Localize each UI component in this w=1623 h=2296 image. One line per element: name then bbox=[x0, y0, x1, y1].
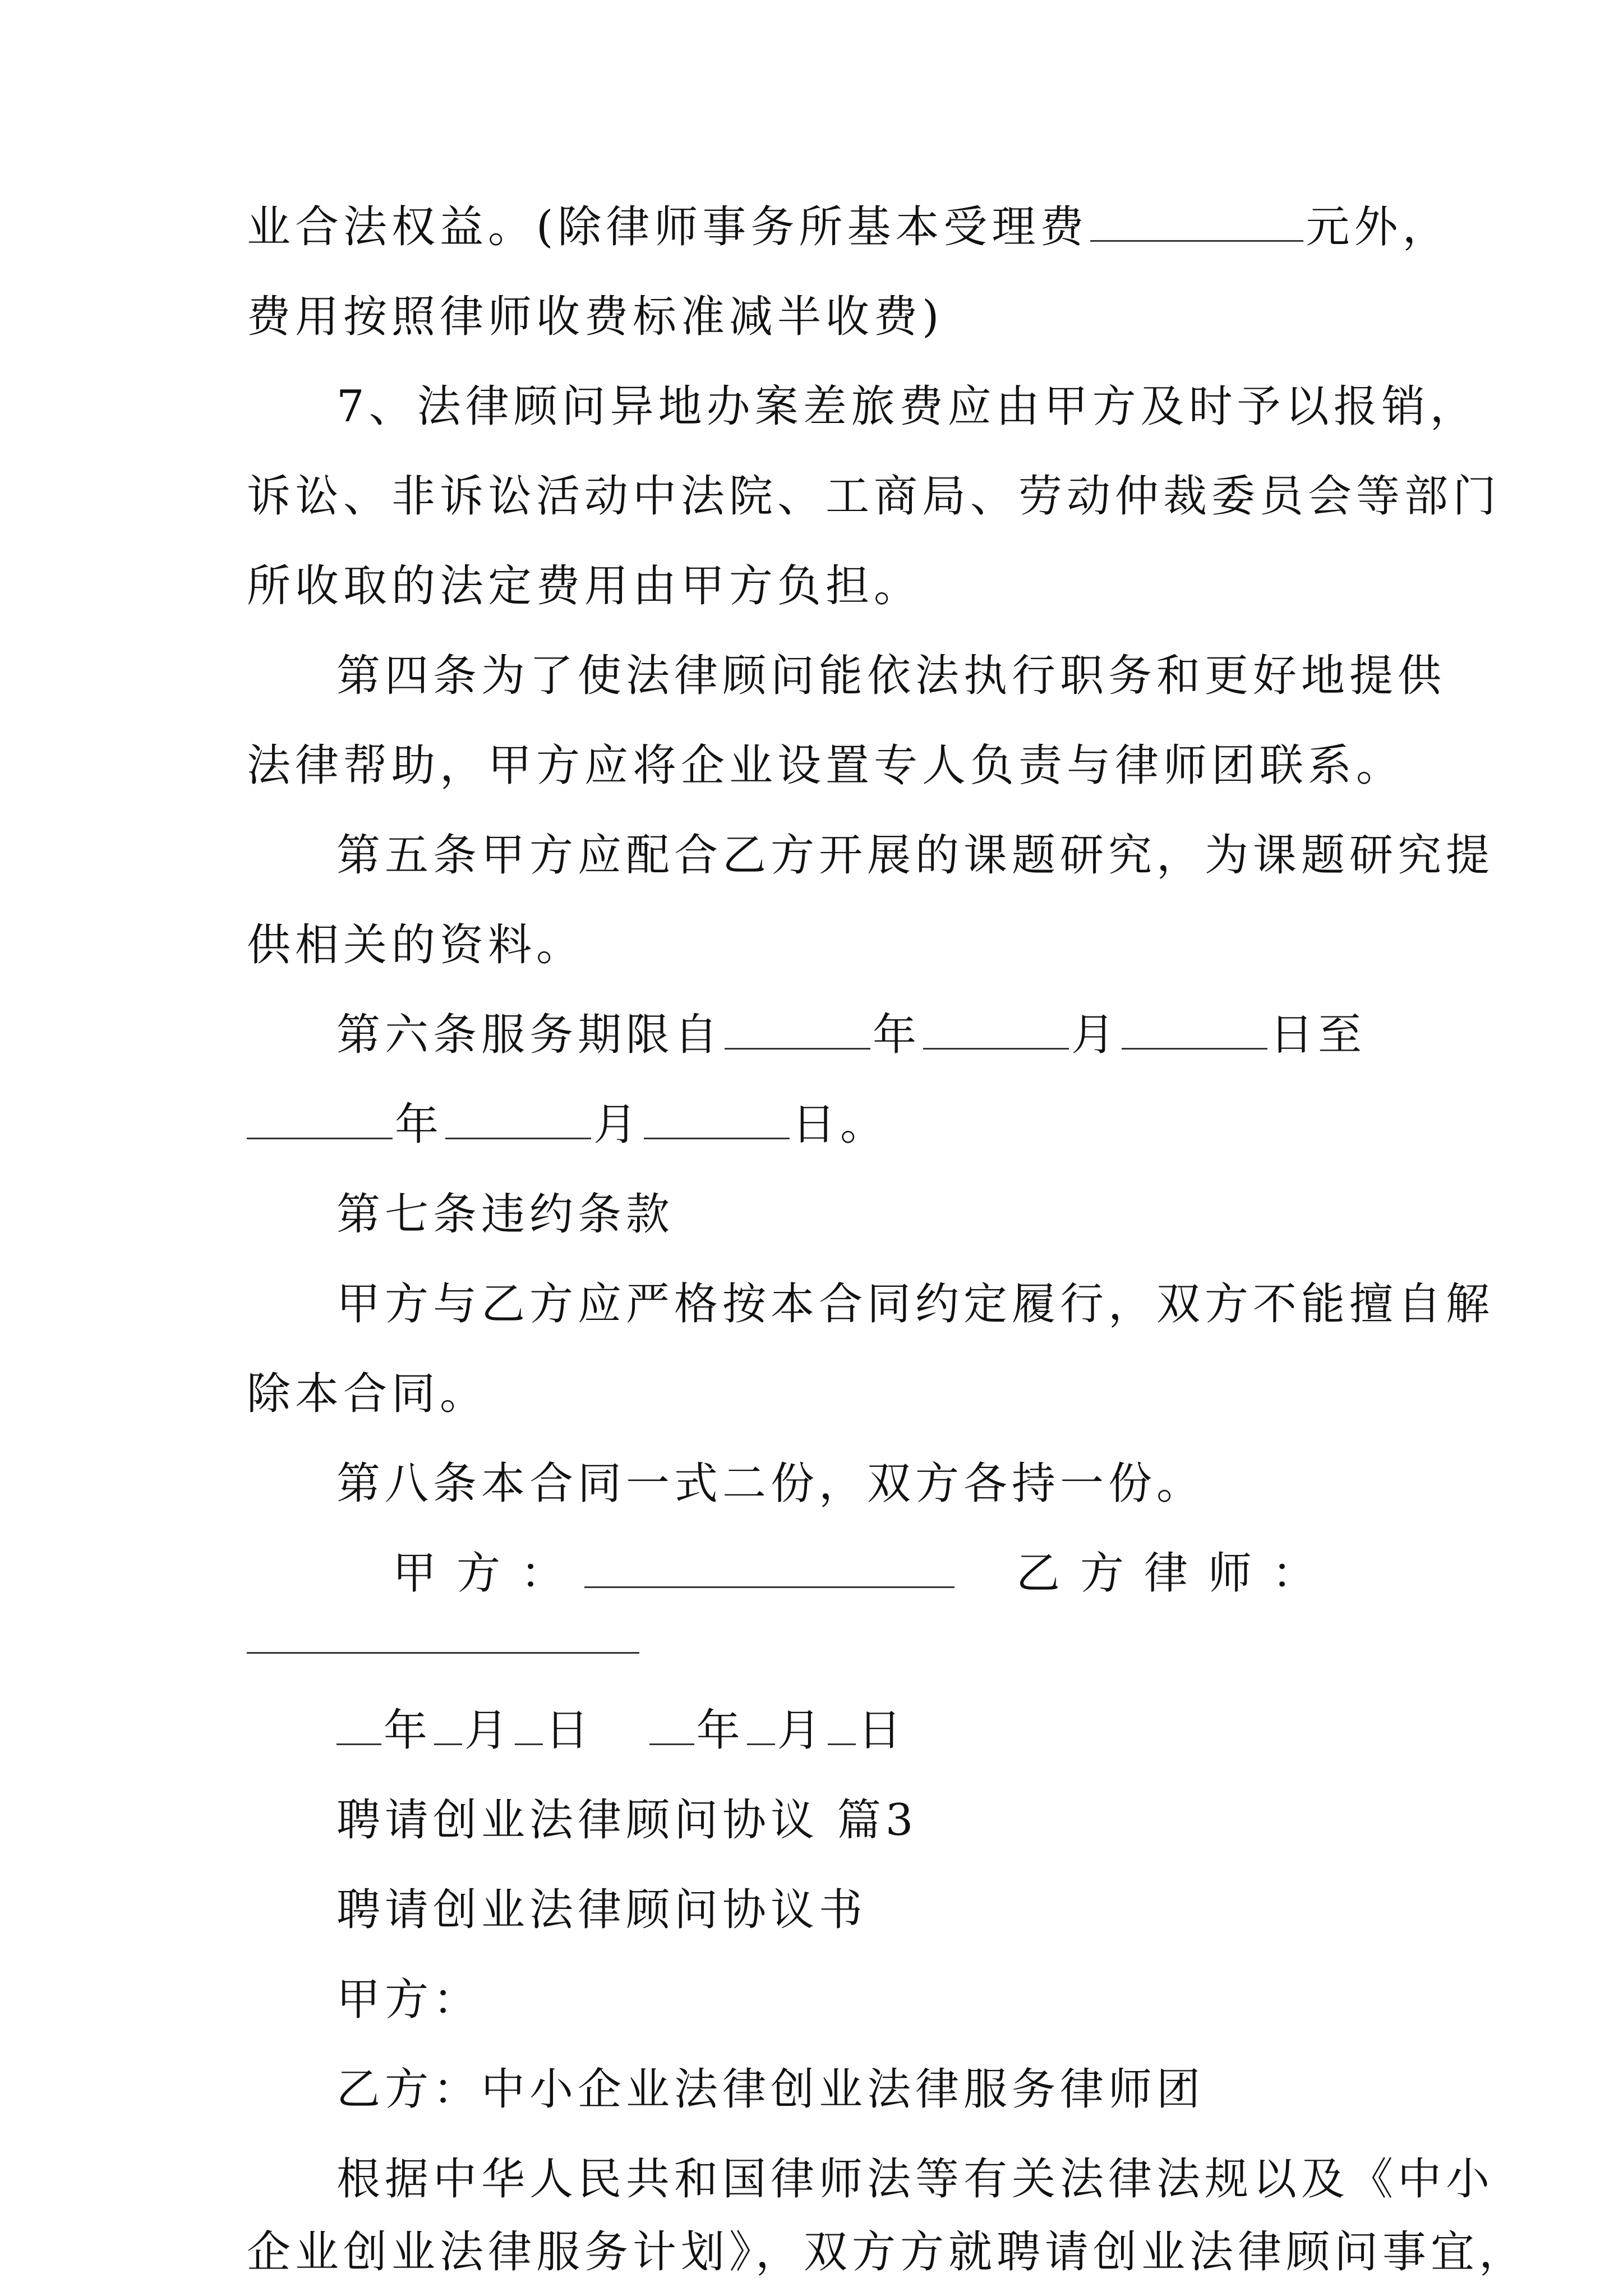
section-heading: 聘请创业法律顾问协议 篇3 bbox=[336, 1795, 918, 1846]
text-article-8: 第八条本合同一式二份，双方各持一份。 bbox=[336, 1458, 1205, 1509]
text-fee-suffix: 元外， bbox=[1306, 202, 1451, 252]
text-preamble-cont: 企业创业法律服务计划》，双方方就聘请创业法律顾问事宜， bbox=[247, 2227, 1528, 2277]
text-line-12 bbox=[336, 1181, 1385, 1248]
text-month: 月 bbox=[1071, 1010, 1120, 1060]
text-clause-7: 7、法律顾问异地办案差旅费应由甲方及时予以报销， bbox=[336, 381, 1478, 432]
text-line-10 bbox=[336, 1001, 1385, 1069]
text-year: 年 bbox=[873, 1010, 921, 1060]
text-line-5 bbox=[247, 553, 1385, 620]
text-line-11 bbox=[247, 1091, 1385, 1158]
text-month: 月 bbox=[777, 1705, 826, 1756]
blank-end-month[interactable] bbox=[445, 1098, 591, 1139]
text-year: 年 bbox=[696, 1705, 745, 1756]
blank-end-year[interactable] bbox=[247, 1098, 393, 1139]
blank-fee-amount[interactable] bbox=[1090, 201, 1303, 242]
text-year: 年 bbox=[395, 1099, 444, 1150]
label-party-b-name: 乙方：中小企业法律创业法律服务律师团 bbox=[336, 2064, 1205, 2115]
text-line-7 bbox=[247, 732, 1405, 799]
blank-start-year[interactable] bbox=[725, 1009, 870, 1050]
text-line-9 bbox=[247, 912, 1385, 979]
text-month: 月 bbox=[464, 1705, 513, 1756]
label-party-a: 甲方： bbox=[393, 1548, 585, 1599]
text-month: 月 bbox=[593, 1099, 642, 1150]
text-line-18 bbox=[336, 1697, 1385, 1764]
blank-start-day[interactable] bbox=[1122, 1009, 1267, 1050]
text-line-13 bbox=[336, 1271, 1495, 1338]
text-line-23 bbox=[336, 2146, 1495, 2213]
text-article-4: 第四条为了使法律顾问能依法执行职务和更好地提供 bbox=[336, 651, 1446, 701]
blank-start-month[interactable] bbox=[923, 1009, 1069, 1050]
text-article-6: 第六条服务期限自 bbox=[336, 1010, 723, 1060]
blank-party-b-lawyer[interactable] bbox=[247, 1652, 639, 1654]
blank-sign-month-a[interactable] bbox=[434, 1704, 462, 1745]
text-line-19 bbox=[336, 1787, 1385, 1854]
text-day: 日 bbox=[857, 1705, 906, 1756]
text-line-6 bbox=[336, 642, 1446, 710]
text-clause-7-cont: 诉讼、非诉讼活动中法院、工商局、劳动仲裁委员会等部门 bbox=[247, 471, 1501, 522]
blank-party-a[interactable] bbox=[584, 1547, 955, 1588]
text-article-5: 第五条甲方应配合乙方开展的课题研究，为课题研究提 bbox=[336, 830, 1495, 881]
text-article-5-cont: 供相关的资料。 bbox=[247, 920, 585, 970]
agreement-title: 聘请创业法律顾问协议书 bbox=[336, 1885, 868, 1935]
text-line-8 bbox=[336, 822, 1495, 889]
blank-sign-year-b[interactable] bbox=[649, 1704, 694, 1745]
blank-sign-month-b[interactable] bbox=[747, 1704, 775, 1745]
text-article-4-cont: 法律帮助，甲方应将企业设置专人负责与律师团联系。 bbox=[247, 740, 1405, 791]
text-line-21 bbox=[336, 1966, 1385, 2033]
text-day-to: 日至 bbox=[1270, 1010, 1367, 1060]
blank-sign-year-a[interactable] bbox=[336, 1704, 381, 1745]
text-line-14 bbox=[247, 1360, 1385, 1428]
text-year: 年 bbox=[384, 1705, 432, 1756]
text-line-24 bbox=[247, 2219, 1528, 2286]
label-party-a-name: 甲方： bbox=[336, 1975, 482, 2025]
blank-end-day[interactable] bbox=[644, 1098, 790, 1139]
blank-sign-day-b[interactable] bbox=[828, 1704, 856, 1745]
text-line-3 bbox=[336, 373, 1478, 440]
text-line-16 bbox=[393, 1540, 1385, 1607]
text-article-7-body: 甲方与乙方应严格按本合同约定履行，双方不能擅自解 bbox=[336, 1279, 1495, 1329]
text-day: 日 bbox=[545, 1705, 594, 1756]
text-fee-standard: 费用按照律师收费标准减半收费) bbox=[247, 292, 944, 342]
text-line-22 bbox=[336, 2056, 1385, 2123]
text-line-1 bbox=[247, 194, 1451, 261]
blank-sign-day-a[interactable] bbox=[515, 1704, 543, 1745]
text-preamble: 根据中华人民共和国律师法等有关法律法规以及《中小 bbox=[336, 2154, 1495, 2205]
text-line-4 bbox=[247, 463, 1501, 530]
text-line-2 bbox=[247, 283, 1385, 351]
text-line-15 bbox=[336, 1450, 1385, 1517]
text-article-7: 第七条违约条款 bbox=[336, 1189, 675, 1240]
text-line-20 bbox=[336, 1876, 1385, 1944]
text-fee-clause: 业合法权益。(除律师事务所基本受理费 bbox=[247, 202, 1089, 252]
text-clause-7-end: 所收取的法定费用由甲方负担。 bbox=[247, 561, 923, 611]
label-party-b-lawyer: 乙方律师： bbox=[1016, 1548, 1336, 1599]
text-article-7-end: 除本合同。 bbox=[247, 1369, 488, 1419]
text-day: 日。 bbox=[792, 1099, 889, 1150]
